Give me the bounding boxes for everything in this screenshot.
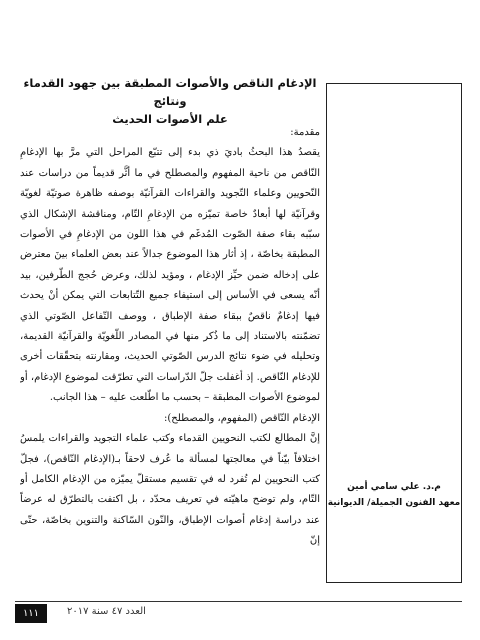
- article-body: [20, 123, 320, 593]
- author-name: م.د. علي سامي أمين: [347, 482, 441, 492]
- title-line-2: علم الأصوات الحديث: [112, 112, 228, 126]
- title-line-1: الإدغام الناقص والأصوات المطبقة بين جهود القدماء ونتائج: [23, 76, 317, 108]
- author-box: [326, 83, 462, 583]
- issue-info: العدد ٤٧ سنة ٢٠١٧: [67, 606, 146, 617]
- author-block: [327, 479, 461, 511]
- page-footer: [15, 602, 462, 626]
- author-affiliation: معهد الفنون الجميلة/ الديوانية: [327, 498, 461, 508]
- intro-heading: مقدمة:: [290, 127, 320, 138]
- section-paragraph: إنَّ المطالع لكتب النحويين القدماء وكتب علماء التجويد والقراءات يلمسُ اختلافاً بيّناً في معالجتها لمسألة ما عُرف لاحقاً بـ(الإدغام النّاقص)، فجلّ كتب النحويين لم تُفرد له في تقسيم مستقلّ يميّزه من الإدغام الكامل أو التّام، ولم توضح ماهيّته في تعريف محدّد ، بل اكتفت بالتطرّق له عرضاً عند دراسة إدغام أصوات الإطباق، والنّون السّاكنة والتنوين بخاصّة، حتّى إنّ: [20, 433, 320, 547]
- intro-paragraph: يقصدُ هذا البحثُ باديَ ذي بدء إلى تتبّع المراحل التي مرَّ بها الإدغامِ النّاقص من ناحية المفهوم والمصطلح في ما أثَّر قديماً من دراسات عند النّحويين وعلماء التّجويد والقراءات القرآنيّة بوصفه ظاهرة صوتيّة لغويّة وقرآنيّة لها أبعادٌ خاصة تميّزه من الإدغامِ التّام، ومناقشة الإشكال الذي سبّبه بقاء صفة الصّوت المُدغَم في هذا اللون من الإدغامِ في الأصوات المطبقة بخاصّة ، إذ أثار هذا الموضوع جدالاً عند بعض العلماء بينَ معترض على إدخاله ضمن حيِّز الإدغام ، ومؤيد لذلك، وعرض حُجج الطّرفين، بيد أنّه يسعى في الأساس إلى استيفاء جميع التّتابعات التي يمكن أنْ يحدث فيها إدغامٌ ناقصٌ ببقاء صفة الإطباق ، ووصف التّفاعل الصّوتي الذي تضمّنته بالاستناد إلى ما ذُكر منها في المصادر اللّغويّة والقرآنيّة القديمة، وتحليله في ضوء نتائج الدرس الصّوتي الحديث، ومقارنته بتحقّقات أخرى للإدغام النّاقص. إذ أغفلت جلّ الدّراسات التي تطرّقت لموضوع الإدغام، أو لموضوع الأصوات المطبقة – بحسب ما اطّلعت عليه – هذا الجانب.: [20, 147, 320, 404]
- article-title: [20, 74, 320, 128]
- page-number: ١١١: [15, 604, 47, 623]
- section-heading: الإدغام النّاقص (المفهوم، والمصطلح):: [164, 412, 320, 424]
